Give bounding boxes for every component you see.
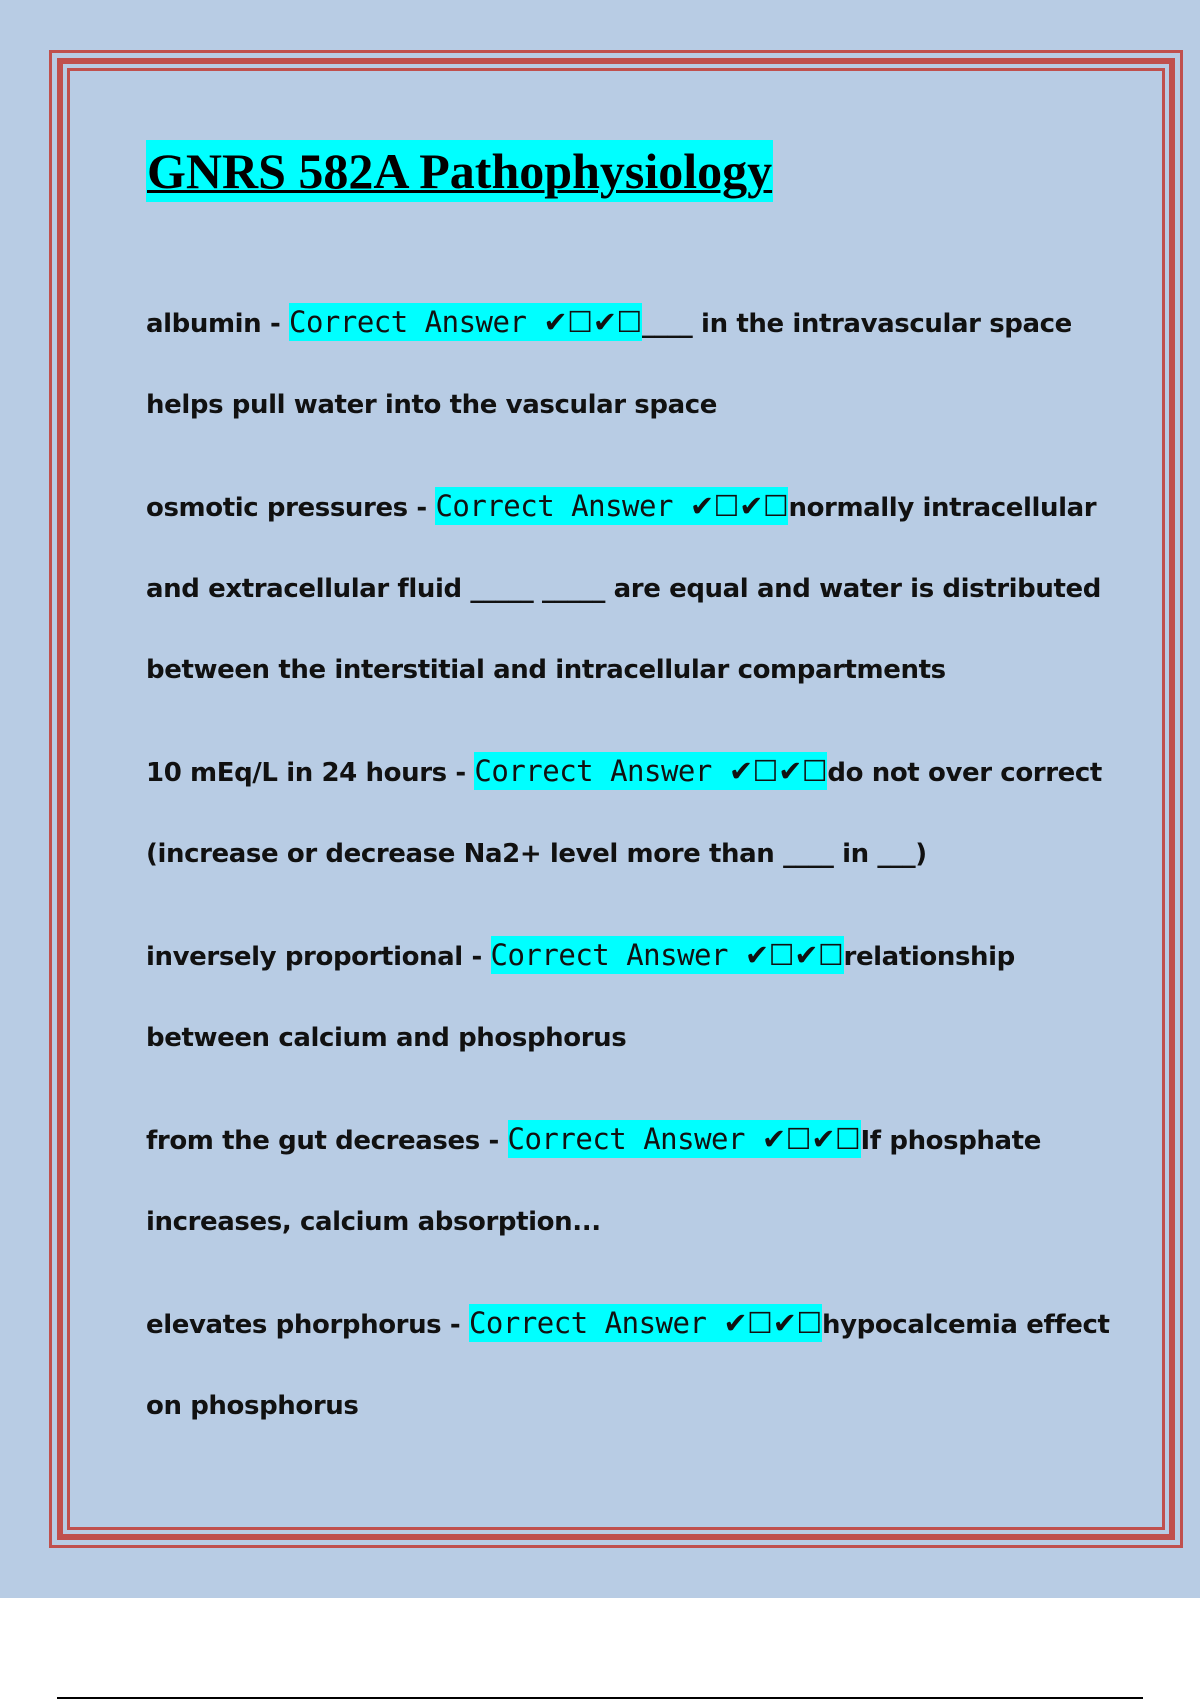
entry-line-2: increases, calcium absorption... (146, 1207, 601, 1237)
entry-text: hypocalcemia effect (821, 1310, 1110, 1340)
check-box-marks: ✔☐✔☐ (689, 489, 789, 523)
flashcard-list (146, 282, 1110, 1447)
entry-text: do not over correct (827, 758, 1102, 788)
entry-line-2: helps pull water into the vascular space (146, 390, 717, 420)
entry-line-2: on phosphorus (146, 1391, 359, 1421)
entry-line-2: between calcium and phosphorus (146, 1023, 627, 1053)
flashcard-entry (146, 282, 1106, 446)
correct-answer-highlight (435, 487, 788, 525)
check-box-marks: ✔☐✔☐ (543, 305, 642, 339)
check-box-marks: ✔☐✔☐ (728, 754, 828, 788)
document-content (146, 140, 1110, 1467)
entry-line-1 (146, 731, 1106, 814)
entry-term: inversely proportional - (146, 942, 482, 972)
entry-line-2: and extracellular fluid _____ _____ are equal and water is distributed (146, 574, 1101, 604)
correct-answer-label: Correct Answer (507, 1122, 745, 1156)
entry-line-2: (increase or decrease Na2+ level more than ____ in ___) (146, 839, 927, 869)
entry-line-3: between the interstitial and intracellular compartments (146, 655, 946, 685)
check-box-marks: ✔☐✔☐ (761, 1122, 861, 1156)
entry-text: relationship (843, 942, 1015, 972)
entry-line-1 (146, 1283, 1110, 1366)
footer-divider (57, 1697, 1143, 1699)
flashcard-entry (146, 731, 1106, 895)
correct-answer-label: Correct Answer (490, 938, 728, 972)
entry-term: 10 mEq/L in 24 hours - (146, 758, 466, 788)
entry-line-1 (146, 915, 1106, 998)
correct-answer-label: Correct Answer (289, 305, 527, 339)
entry-line-1 (146, 1099, 1106, 1182)
entry-term: osmotic pressures - (146, 493, 427, 523)
flashcard-entry (146, 466, 1106, 711)
entry-term: albumin - (146, 309, 281, 339)
correct-answer-highlight (469, 1304, 822, 1342)
entry-line-1 (146, 466, 1106, 549)
document-title: GNRS 582A Pathophysiology (146, 140, 773, 202)
correct-answer-label: Correct Answer (435, 489, 673, 523)
correct-answer-label: Correct Answer (474, 754, 712, 788)
entry-text: normally intracellular (788, 493, 1097, 523)
flashcard-entry (146, 1099, 1106, 1263)
correct-answer-highlight (491, 936, 844, 974)
entry-term: elevates phorphorus - (146, 1310, 461, 1340)
flashcard-entry (146, 915, 1106, 1079)
entry-text: If phosphate (860, 1126, 1041, 1156)
correct-answer-highlight (474, 752, 827, 790)
entry-term: from the gut decreases - (146, 1126, 499, 1156)
flashcard-entry (146, 1283, 1110, 1447)
correct-answer-label: Correct Answer (468, 1306, 707, 1340)
check-box-marks: ✔☐✔☐ (744, 938, 844, 972)
correct-answer-highlight (508, 1120, 861, 1158)
correct-answer-highlight (289, 303, 642, 341)
check-box-marks: ✔☐✔☐ (723, 1306, 822, 1340)
entry-text: ____ in the intravascular space (642, 309, 1072, 339)
entry-line-1 (146, 282, 1106, 365)
